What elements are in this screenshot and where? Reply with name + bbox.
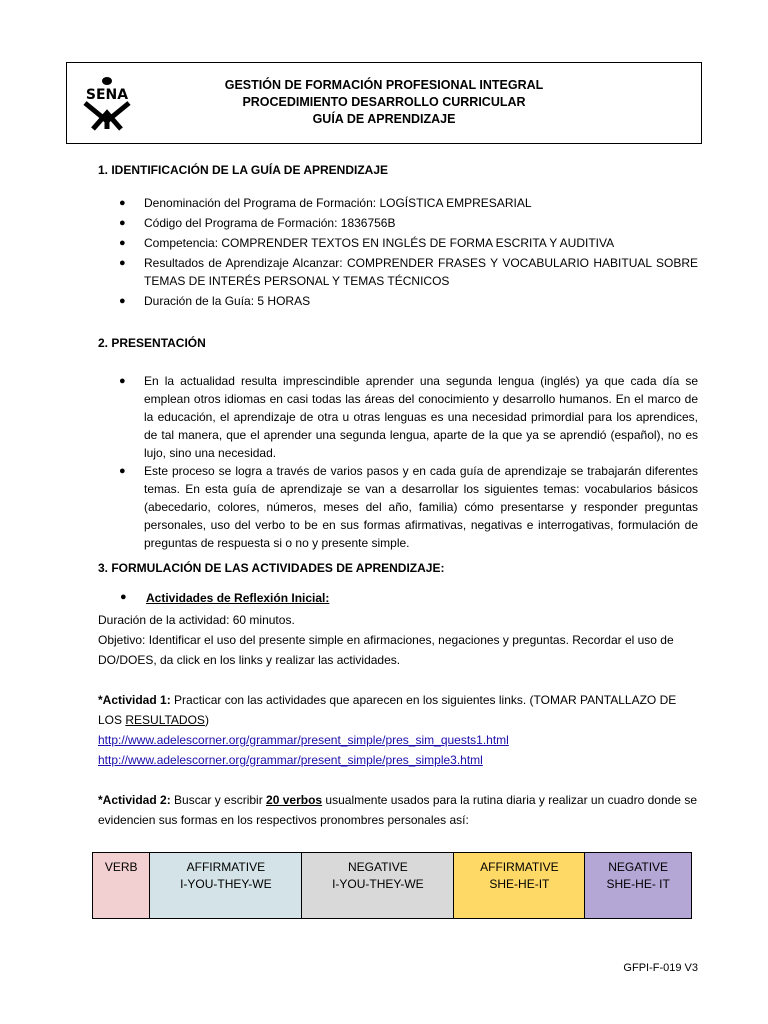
bullet-icon: ● <box>120 591 127 603</box>
bullet-icon: ● <box>119 295 126 307</box>
activity-2-label: *Actividad 2: <box>98 793 171 807</box>
list-item: ● Duración de la Guía: 5 HORAS <box>119 294 311 308</box>
table-header-cell: VERB <box>93 853 150 919</box>
activity-2: *Actividad 2: Buscar y escribir 20 verbos usualmente usados para la rutina diaria y realizar un cuadro donde se evidencien sus formas en los respectivos pronombres personales así: <box>98 793 697 827</box>
table-header-cell: AFFIRMATIVE SHE-HE-IT <box>454 853 585 919</box>
section-2-title: 2. PRESENTACIÓN <box>98 336 206 350</box>
table-row <box>93 853 692 919</box>
activity-objective: Objetivo: Identificar el uso del presente simple en afirmaciones, negaciones y preguntas. Recordar el uso de DO/DOES, da click en los links y realizar las actividades. <box>98 633 674 667</box>
verb-forms-table <box>92 852 692 919</box>
header-line: GUÍA DE APRENDIZAJE <box>312 112 456 126</box>
bullet-icon: ● <box>119 237 126 249</box>
bullet-icon: ● <box>119 197 126 209</box>
reflection-heading: ● Actividades de Reflexión Inicial: <box>120 591 330 605</box>
link-pres-simple3[interactable]: http://www.adelescorner.org/grammar/present_simple/pres_simple3.html <box>98 753 483 767</box>
list-item: ● Competencia: COMPRENDER TEXTOS EN INGLÉS DE FORMA ESCRITA Y AUDITIVA <box>119 236 615 250</box>
list-item: ● En la actualidad resulta imprescindible aprender una segunda lengua (inglés) ya que cada día se emplean otros idiomas en casi todas las áreas del conocimiento y desarrollo humanos. En el marco de la educación, el aprendizaje de otra u otras lenguas es una necesidad primordial para los aprendices, de tal manera, que el aprender una segunda lengua, aparte de la que ya se aprendió (español), no es lujo, sino una necesidad. <box>119 374 698 460</box>
bullet-icon: ● <box>119 217 126 229</box>
activity-1: *Actividad 1: Practicar con las actividades que aparecen en los siguientes links. (TOMAR PANTALLAZO DE LOS RESULTADOS) <box>98 693 677 727</box>
presentation-list <box>98 372 698 552</box>
activity-1-label: *Actividad 1: <box>98 693 171 707</box>
table-header-cell: NEGATIVE SHE-HE- IT <box>585 853 692 919</box>
table-header-cell: AFFIRMATIVE I-YOU-THEY-WE <box>150 853 302 919</box>
section-3-title: 3. FORMULACIÓN DE LAS ACTIVIDADES DE APRENDIZAJE: <box>98 561 445 575</box>
document-header <box>66 62 702 144</box>
list-item: ● Denominación del Programa de Formación: LOGÍSTICA EMPRESARIAL <box>119 196 532 210</box>
bullet-icon: ● <box>119 465 126 477</box>
list-item: ● Código del Programa de Formación: 1836756B <box>119 216 396 230</box>
logo-text: SENA <box>85 87 129 103</box>
identification-list <box>98 194 698 312</box>
activity-links <box>98 730 700 770</box>
bullet-icon: ● <box>119 375 126 387</box>
table-header-cell: NEGATIVE I-YOU-THEY-WE <box>302 853 454 919</box>
bullet-icon: ● <box>119 257 126 269</box>
form-code: GFPI-F-019 V3 <box>623 962 698 974</box>
section-1-title: 1. IDENTIFICACIÓN DE LA GUÍA DE APRENDIZAJE <box>98 163 389 177</box>
header-line: PROCEDIMIENTO DESARROLLO CURRICULAR <box>242 95 526 109</box>
link-pres-sim-quests1[interactable]: http://www.adelescorner.org/grammar/present_simple/pres_sim_quests1.html <box>98 733 509 747</box>
activity-duration: Duración de la actividad: 60 minutos. <box>98 613 295 627</box>
list-item: ● Resultados de Aprendizaje Alcanzar: COMPRENDER FRASES Y VOCABULARIO HABITUAL SOBRE TEMAS DE INTERÉS PERSONAL Y TEMAS TÉCNICOS <box>119 256 698 288</box>
list-item: ● Este proceso se logra a través de varios pasos y en cada guía de aprendizaje se trabajarán diferentes temas. En esta guía de aprendizaje se van a desarrollar los siguientes temas: vocabularios básicos (abecedario, colores, números, meses del año, familia) cómo presentarse y responder preguntas personales, uso del verbo to be en sus formas afirmativas, negativas e interrogativas, formulación de preguntas de respuesta si o no y presente simple. <box>119 464 698 550</box>
header-line: GESTIÓN DE FORMACIÓN PROFESIONAL INTEGRAL <box>224 78 544 92</box>
